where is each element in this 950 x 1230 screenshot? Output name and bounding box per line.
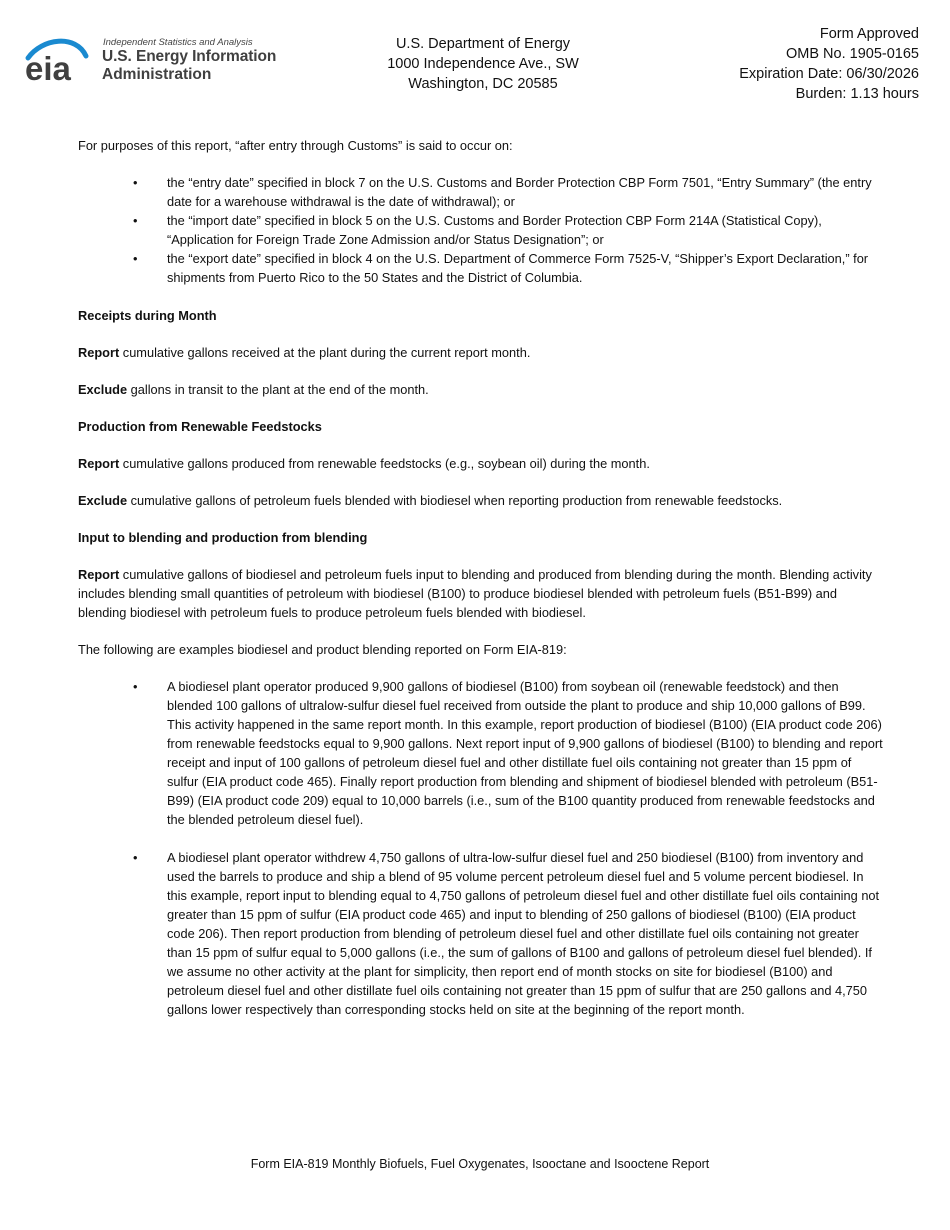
burden-hours: Burden: 1.13 hours [795,86,919,102]
department-name: U.S. Department of Energy [395,36,571,52]
logo-name-line1: U.S. Energy Information [102,48,277,65]
customs-date-list [78,173,888,287]
logo-name-line2: Administration [102,66,212,83]
eia-logo [24,36,294,86]
list-item: • the “import date” specified in block 5 on the U.S. Customs and Border Protection CBP Form 214A (Statistical Copy), “Application for Foreign Trade Zone Admission and/or Status Designation”; or [133,213,822,247]
department-street: 1000 Independence Ave., SW [387,56,579,72]
department-address [330,34,636,94]
blending-report: Report cumulative gallons of biodiesel and petroleum fuels input to blending and produced from blending during the month. Blending activity includes blending small quantities of petroleum with biodiesel (B100) to produce biodiesel blended with petroleum fuels (B51-B99) and blending biodiesel with petroleum fuels to produce petroleum fuels blended with biodiesel. [78,567,872,620]
approval-status: Form Approved [819,26,919,42]
bullet: • [133,679,138,694]
bullet: • [133,251,138,266]
production-exclude: Exclude cumulative gallons of petroleum fuels blended with biodiesel when reporting production from renewable feedstocks. [78,493,783,508]
receipts-exclude: Exclude gallons in transit to the plant at the end of the month. [78,382,429,397]
form-approval-block [739,24,919,104]
blending-examples-list [78,677,888,1019]
list-item: • the “export date” specified in block 4 on the U.S. Department of Commerce Form 7525-V, “Shipper’s Export Declaration,” for shipments from Puerto Rico to the 50 States and the District of Columbia. [133,251,869,285]
department-city: Washington, DC 20585 [408,76,558,92]
list-item: • A biodiesel plant operator withdrew 4,750 gallons of ultra-low-sulfur diesel fuel and 250 biodiesel (B100) from inventory and used the barrels to produce and ship a blend of 95 volume percent petroleum diesel fuel and 5 volume percent biodiesel. In this example, report input to blending equal to 4,750 gallons of petroleum diesel fuel and other distillate fuel oils containing not greater than 15 ppm of sulfur (EIA product code 465) and input to blending of 250 gallons of biodiesel (B100) (EIA product code 206). Then report production from blending of petroleum diesel fuel and other distillate fuel oils containing not greater than 15 ppm of sulfur equal to 5,000 gallons (i.e., the sum of gallons of B100 and gallons of petroleum diesel fuel blended). If we assume no other activity at the plant for simplicity, then report end of month stocks on site for biodiesel (B100) and petroleum diesel fuel and other distillate fuel oils containing not greater than 15 ppm of sulfur that are 250 gallons and 4,750 gallons lower respectively than corresponding stocks held on site at the beginning of the report month. [133,850,880,1017]
customs-intro: For purposes of this report, “after entry through Customs” is said to occur on: [78,138,513,153]
expiration-date: Expiration Date: 06/30/2026 [739,66,919,82]
svg-text:eia: eia [25,50,71,86]
receipts-heading: Receipts during Month [78,308,217,323]
production-report: Report cumulative gallons produced from renewable feedstocks (e.g., soybean oil) during the month. [78,456,650,471]
list-item: • the “entry date” specified in block 7 on the U.S. Customs and Border Protection CBP Form 7501, “Entry Summary” (the entry date for a warehouse withdrawal is the date of withdrawal); or [133,175,872,209]
receipts-report: Report cumulative gallons received at the plant during the current report month. [78,345,531,360]
bullet: • [133,850,138,865]
list-item: • A biodiesel plant operator produced 9,900 gallons of biodiesel (B100) from soybean oil (renewable feedstock) and then blended 100 gallons of ultralow-sulfur diesel fuel received from outside the plant to produce and ship 10,000 gallons of B99. This activity happened in the same report month. In this example, report production of biodiesel (B100) (EIA product code 206) from renewable feedstocks equal to 9,900 gallons. Next report input of 9,900 gallons of biodiesel (B100) to blending and report receipt and input of 100 gallons of petroleum diesel fuel and other distillate fuel oils containing not greater than 15 ppm of sulfur (EIA product code 465). Finally report production from blending and shipment of biodiesel blended with petroleum (B51-B99) (EIA product code 209) equal to 10,000 barrels (i.e., sum of the B100 quantity produced from renewable feedstocks and the blended petroleum diesel fuel). [133,679,883,827]
instructions-body [78,136,888,1038]
blending-examples-intro: The following are examples biodiesel and product blending reported on Form EIA-819: [78,642,567,657]
eia-logo-mark [24,36,100,86]
production-heading: Production from Renewable Feedstocks [78,419,322,434]
logo-tagline: Independent Statistics and Analysis [103,37,253,48]
blending-heading: Input to blending and production from blending [78,530,368,545]
bullet: • [133,175,138,190]
omb-number: OMB No. 1905-0165 [786,46,919,62]
page-footer: Form EIA-819 Monthly Biofuels, Fuel Oxygenates, Isooctane and Isooctene Report [250,1157,710,1171]
bullet: • [133,213,138,228]
